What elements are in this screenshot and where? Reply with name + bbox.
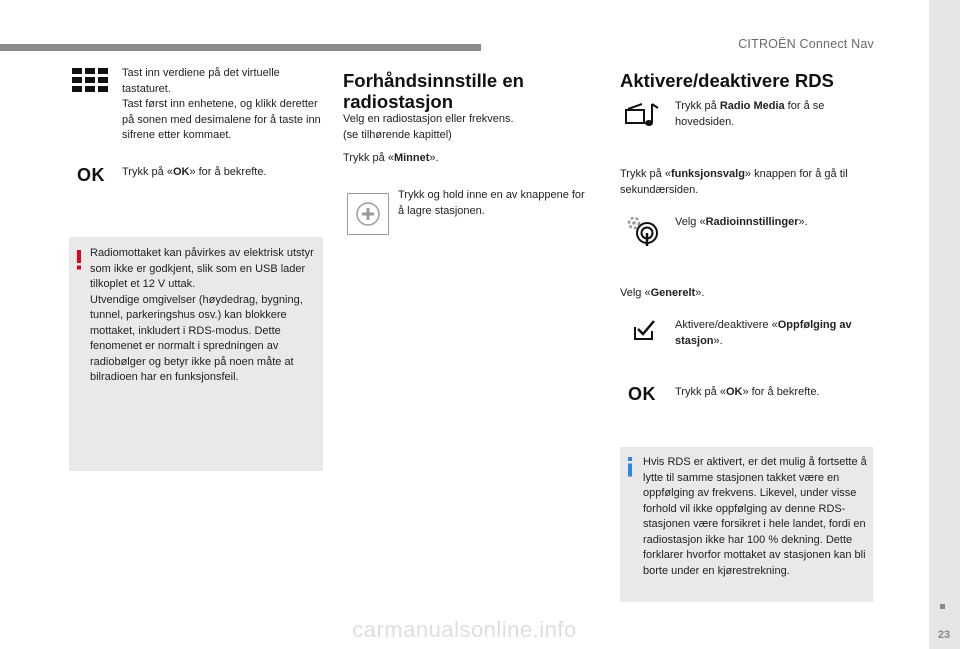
brand-title: CITROËN Connect Nav (738, 37, 874, 51)
watermark: carmanualsonline.info (352, 617, 577, 642)
hold-instruction: Trykk og hold inne en av knappene for å lagre stasjonen. (398, 189, 585, 217)
general-instruction: Velg «Generelt». (620, 287, 705, 299)
follow-station-instruction: Aktivere/deaktivere «Oppfølging av stasjon». (675, 319, 852, 347)
preset-add-icon (347, 193, 389, 235)
section-marker (940, 604, 945, 609)
page-number: 23 (937, 629, 951, 641)
preset-heading: Forhåndsinnstille en radiostasjon (343, 70, 524, 112)
ok-icon-rds: OK (628, 384, 656, 404)
info-icon (626, 457, 634, 477)
header-bar (0, 44, 481, 51)
options-instruction: Trykk på «funksjonsvalg» knappen for å gå til sekundærsiden. (620, 168, 848, 196)
ok-icon: OK (77, 165, 105, 185)
radio-media-instruction: Trykk på Radio Media for å se hovedsiden. (675, 100, 825, 128)
confirm-instruction: Trykk på «OK» for å bekrefte. (122, 166, 267, 178)
preset-select-instruction: Velg en radiostasjon eller frekvens. (se tilhørende kapittel) (343, 113, 514, 141)
keypad-icon (72, 68, 110, 94)
page-sidebar (929, 0, 960, 649)
warning-text: Radiomottaket kan påvirkes av elektrisk utstyr som ikke er godkjent, slik som en USB lader tilkoplet et 12 V uttak. Utvendige omgivelser (høydedrag, bygning, tunnel, parkeringshus osv.) kan blokkere mottaket, inkludert i RDS-modus. Dette fenomenet er normalt i spredningen av radiobølger og betyr ikke på noen måte at bilradioen har en funksjonsfeil. (90, 247, 314, 383)
radio-settings-instruction: Velg «Radioinnstillinger». (675, 216, 808, 228)
info-text: Hvis RDS er aktivert, er det mulig å fortsette å lytte til samme stasjonen takket være en oppfølging av frekvens. Likevel, under visse forhold vil ikke oppfølging av denne RDS-stasjonen være forsikret i hele landet, fordi en radiostasjon ikke har 100 % dekning. Dette forklarer hvorfor mottaket av stasjonen kan bli borte under en kjørestrekning. (643, 456, 867, 577)
memory-instruction: Trykk på «Minnet». (343, 152, 439, 164)
rds-confirm-instruction: Trykk på «OK» for å bekrefte. (675, 386, 820, 398)
keypad-instructions: Tast inn verdiene på det virtuelle tastaturet. Tast først inn enhetene, og klikk deretter på sonen med desimalene for å taste inn sifrene etter kommaet. (122, 67, 321, 141)
radio-settings-icon (625, 213, 663, 247)
radio-media-icon (624, 101, 664, 129)
rds-heading: Aktivere/deaktivere RDS (620, 70, 834, 91)
warning-icon (75, 250, 83, 270)
checkbox-icon (633, 319, 657, 341)
